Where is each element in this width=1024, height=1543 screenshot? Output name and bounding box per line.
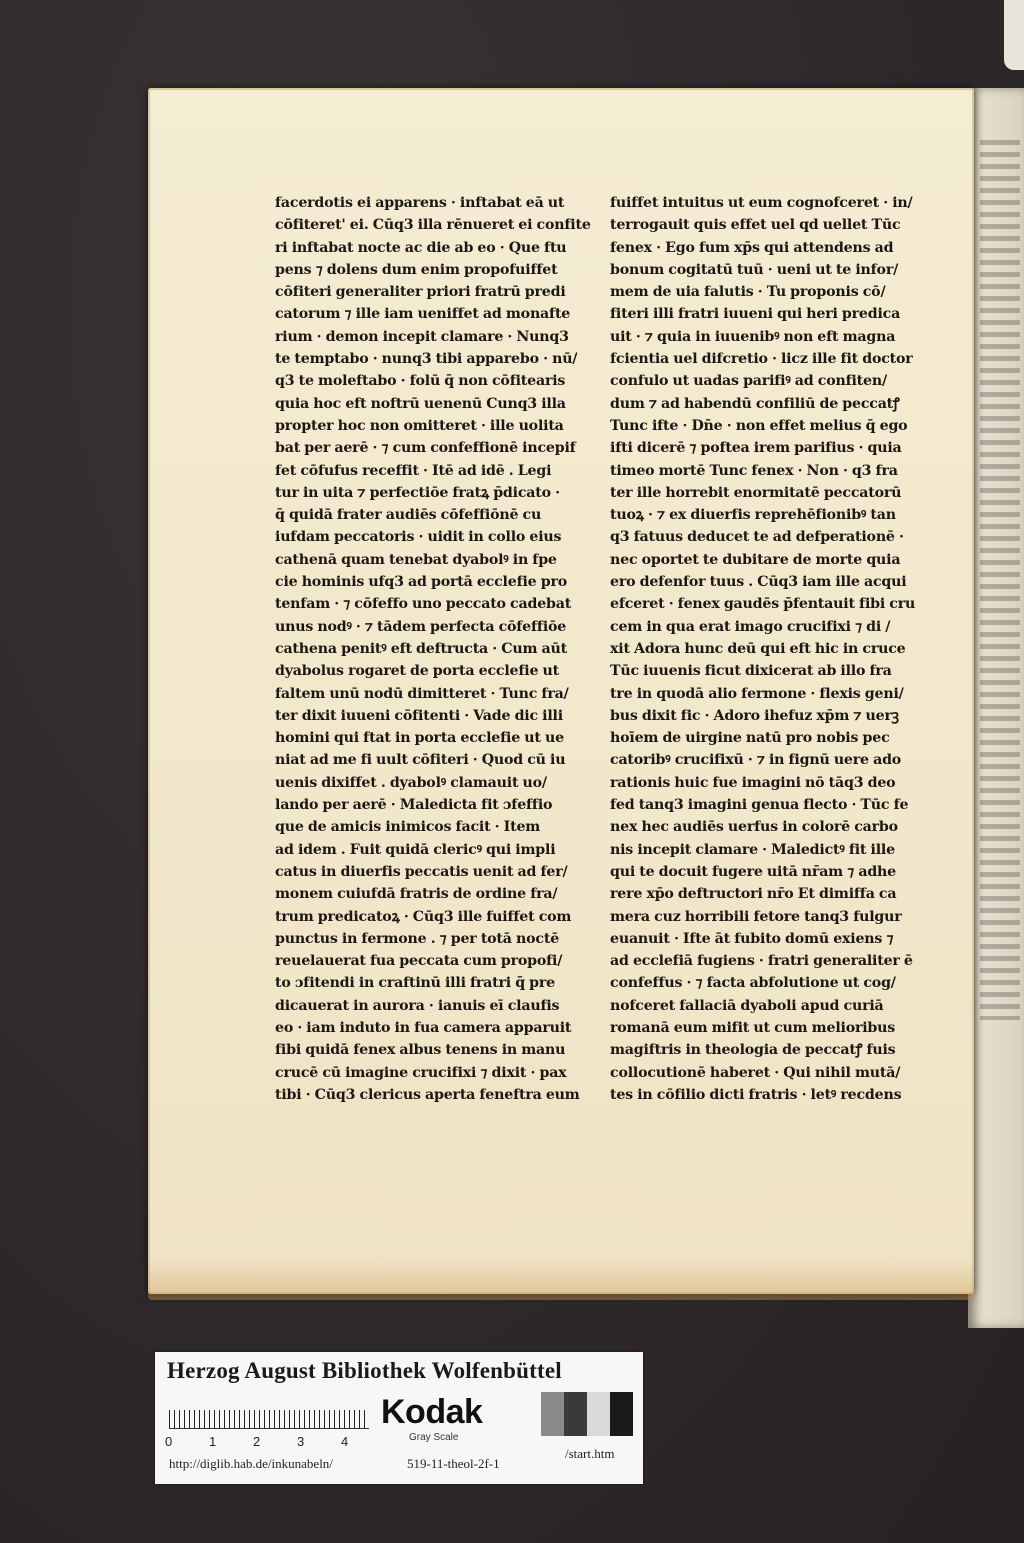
text-line: terrogauit quis effet uel qd uellet Tūc: [610, 217, 901, 234]
text-line: Tunc ifte · Dn̄e · non effet melius q̄ ego: [610, 417, 908, 434]
page-edge-stain: [148, 1260, 974, 1300]
text-line: ifti dicerē ⁊ poftea irem parifius · quia: [610, 440, 902, 457]
text-line: crucē cū imagine crucifixi ⁊ dixit · pax: [275, 1064, 567, 1081]
text-line: nex hec audiēs uerfus in colorē carbo: [610, 819, 898, 836]
gray-swatch: [541, 1392, 564, 1436]
text-line: to ɔfitendi in craftinū illi fratri q̄ pre: [275, 975, 556, 992]
text-line: qui te docuit fugere uitā nr̄am ⁊ adhe: [610, 863, 896, 880]
text-line: trum predicatoꝝ · Cūq3 ille fuiffet com: [275, 908, 572, 925]
text-line: dicauerat in aurora · ianuis eī claufis: [275, 997, 560, 1014]
kodak-brand: Kodak: [381, 1393, 483, 1431]
text-line: bus dixit fic · Adoro ihefuz xp̄m ⁊ uerꝫ: [610, 707, 899, 724]
text-line: cōfiteret' ei. Cūq3 illa rēnueret ei confite: [275, 217, 591, 234]
text-line: fuiffet intuitus ut eum cognofceret · in/: [610, 195, 913, 211]
text-line: nofceret fallaciā dyaboli apud curiā: [610, 997, 884, 1014]
text-line: tes in cōfilio dicti fratris · letꝰ recdens: [610, 1086, 902, 1103]
text-line: q3 te moleftabo · folū q̄ non cōfitearis: [275, 373, 566, 390]
text-line: uit · ⁊ quia in iuuenibꝰ non eft magna: [610, 328, 896, 345]
text-line: romanā eum mifit ut cum melioribus: [610, 1019, 896, 1036]
text-line: ero defenfor tuus . Cūq3 iam ille acqui: [610, 574, 907, 591]
text-line: catus in diuerfis peccatis uenit ad fer/: [275, 863, 568, 880]
text-line: fed tanq3 imagini genua flecto · Tūc fe: [610, 797, 909, 814]
ruler-numbers: [165, 1434, 375, 1452]
text-line: ter ille horrebit enormitatē peccatorū: [610, 484, 902, 501]
ruler-number: 1: [209, 1434, 217, 1449]
ruler-number: 0: [165, 1434, 173, 1449]
gray-swatch: [610, 1392, 633, 1436]
text-line: mera cuz horribili fetore tanq3 fulgur: [610, 908, 902, 925]
gray-scale-label: Gray Scale: [409, 1432, 459, 1443]
text-line: dyabolus rogaret de porta ecclefie ut: [275, 663, 559, 680]
library-title: Herzog August Bibliothek Wolfenbüttel: [167, 1358, 562, 1383]
text-line: propter hoc non omitteret · ille uolita: [275, 417, 564, 434]
left-text-column: [275, 192, 595, 1106]
ruler-number: 4: [341, 1434, 349, 1449]
text-line: collocutionē haberet · Qui nihil mutā/: [610, 1064, 901, 1081]
text-line: reuelauerat fua peccata cum propofi/: [275, 953, 563, 970]
shelfmark-code: 519-11-theol-2f-1: [407, 1456, 500, 1471]
text-line: bonum cogitatū tuū · ueni ut te infor/: [610, 261, 899, 278]
text-line: rationis huic fue imagini nō tāq3 deo: [610, 774, 896, 791]
text-line: lando per aerē · Maledicta fit ɔfeffio: [275, 797, 553, 814]
text-line: rere xp̄o deftructori nr̄o Et dimiffa ca: [610, 886, 897, 903]
text-line: quia hoc eft noftrū uenenū Cunq3 illa: [275, 395, 566, 412]
text-line: tre in quodā alio fermone · flexis geni/: [610, 685, 904, 702]
scale-card: [155, 1352, 643, 1484]
ruler-scale: [169, 1400, 369, 1429]
text-line: tur in uita ⁊ perfectiōe fratꝝ p̄dicato ·: [275, 484, 560, 501]
text-line: fibi quidā fenex albus tenens in manu: [275, 1042, 566, 1059]
text-line: bat per aerē · ⁊ cum confeffionē incepif: [275, 440, 576, 457]
text-line: punctus in fermone . ⁊ per totā noctē: [275, 930, 560, 947]
text-line: cathena penitꝰ eft deftructa · Cum aūt: [275, 640, 567, 657]
text-line: mem de uia falutis · Tu proponis cō/: [610, 284, 886, 301]
text-line: pens ⁊ dolens dum enim propofuiffet: [275, 261, 558, 278]
text-line: unus nodꝰ · ⁊ tādem perfecta cōfeffiōe: [275, 618, 567, 635]
gray-swatches: [541, 1392, 633, 1436]
start-link-text: /start.htm: [565, 1446, 615, 1461]
text-line: tuoꝝ · ⁊ ex diuerfis reprehēfionibꝰ tan: [610, 507, 896, 524]
text-line: rium · demon incepit clamare · Nunq3: [275, 328, 569, 345]
text-line: Tūc iuuenis ficut dixicerat ab illo fra: [610, 663, 892, 680]
text-line: cōfiteri generaliter priori fratrū predi: [275, 284, 566, 301]
text-line: eo · iam induto in fua camera apparuit: [275, 1019, 572, 1036]
gray-swatch: [564, 1392, 587, 1436]
text-line: confeffus · ⁊ facta abfolutione ut cog/: [610, 975, 896, 992]
adjacent-page-text: [980, 140, 1020, 1020]
text-line: cathenā quam tenebat dyabolꝰ in fpe: [275, 551, 557, 568]
text-line: tenfam · ⁊ cōfeffo uno peccato cadebat: [275, 596, 572, 613]
text-line: xit Adora hunc deū qui eft hic in cruce: [610, 640, 906, 657]
text-line: nec oportet te dubitare de morte quia: [610, 551, 901, 568]
text-line: cem in qua erat imago crucifixi ⁊ di /: [610, 618, 891, 635]
text-line: fenex · Ego fum xp̄s qui attendens ad: [610, 239, 894, 256]
page-clip: [1004, 0, 1024, 70]
text-line: magiftris in theologia de peccatꝭ fuis: [610, 1042, 896, 1059]
text-line: q3 fatuus deducet te ad defperationē ·: [610, 529, 904, 546]
ruler-number: 2: [253, 1434, 261, 1449]
text-line: ad ecclefiā fugiens · fratri generaliter ē: [610, 953, 913, 970]
text-line: efceret · fenex gaudēs p̄fentauit fibi cru: [610, 596, 916, 613]
text-line: te temptabo · nunq3 tibi apparebo · nū/: [275, 351, 578, 368]
text-line: monem cuiufdā fratris de ordine fra/: [275, 886, 558, 903]
text-line: homini qui ftat in porta ecclefie ut ue: [275, 730, 564, 747]
text-line: ri inftabat nocte ac die ab eo · Que ftu: [275, 239, 567, 256]
text-line: ad idem . Fuit quidā clericꝰ qui impli: [275, 841, 556, 858]
text-line: cie hominis ufq3 ad portā ecclefie pro: [275, 574, 567, 591]
text-line: que de amicis inimicos facit · Item: [275, 819, 541, 836]
text-line: iufdam peccatoris · uidit in collo eius: [275, 529, 562, 546]
text-line: fiteri illi fratri iuueni qui heri predica: [610, 306, 901, 323]
text-line: fcientia uel difcretio · licz ille fit doctor: [610, 351, 913, 368]
text-line: q̄ quidā frater audiēs cōfeffiōnē cu: [275, 507, 542, 524]
text-line: dum ⁊ ad habendū confiliū de peccatꝭ: [610, 395, 900, 412]
text-line: fet cōfufus receffit · Itē ad idē . Legi: [275, 462, 552, 479]
gray-swatch: [587, 1392, 610, 1436]
text-line: uenis dixiffet . dyabolꝰ clamauit uo/: [275, 774, 547, 791]
text-line: niat ad me fi uult cōfiteri · Quod cū iu: [275, 752, 566, 769]
text-line: euanuit · Ifte āt fubito domū exiens ⁊: [610, 930, 894, 947]
text-line: tibi · Cūq3 clericus aperta feneftra eum: [275, 1086, 580, 1103]
right-text-column: [610, 192, 930, 1106]
source-url: http://diglib.hab.de/inkunabeln/: [169, 1456, 333, 1471]
text-line: nis incepit clamare · Maledictꝰ fit ille: [610, 841, 895, 858]
text-line: timeo mortē Tunc fenex · Non · q3 fra: [610, 462, 898, 479]
text-line: hoīem de uirgine natū pro nobis pec: [610, 730, 890, 747]
text-line: facerdotis ei apparens · inftabat eā ut: [275, 195, 565, 211]
text-line: ter dixit iuueni cōfitenti · Vade dic illi: [275, 707, 563, 724]
text-line: catorum ⁊ ille iam ueniffet ad monafte: [275, 306, 571, 323]
text-line: catoribꝰ crucifixū · ⁊ in fignū uere ado: [610, 752, 902, 769]
text-line: confulo ut uadas parifiꝰ ad confiten/: [610, 373, 887, 390]
text-line: faltem unū nodū dimitteret · Tunc fra/: [275, 685, 569, 702]
ruler-number: 3: [297, 1434, 305, 1449]
